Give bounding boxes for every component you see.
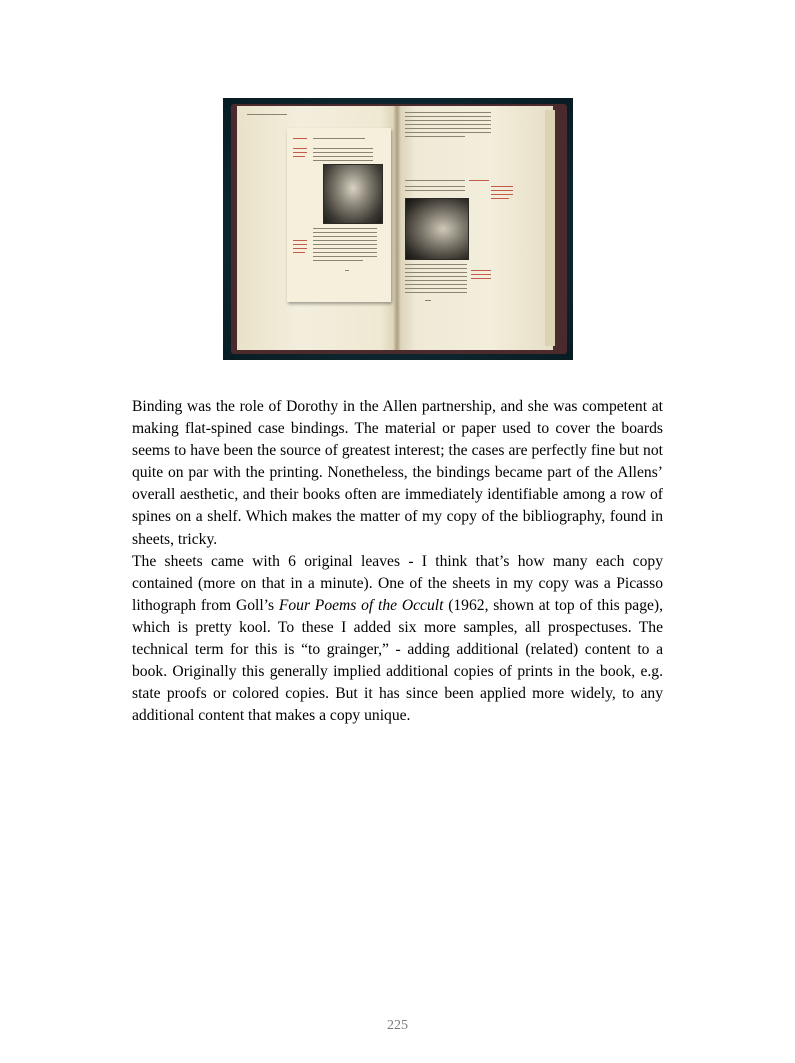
page-number: 225	[387, 1018, 408, 1033]
paragraph-sheets-start: The sheets came with 6 original leaves - I think that’s how many each copy contained (more on that in a minute). One of the sheets in my copy was a Picasso lithograph from Goll’s	[132, 552, 663, 614]
body-text	[132, 396, 663, 727]
paragraph-binding: Binding was the role of Dorothy in the Allen partnership, and she was competent at making flat-spined case bindings. The material or paper used to cover the boards seems to have been the source of greatest interest; the cases are perfectly fine but not quite on par with the printing. Nonetheless, the bindings became part of the Allens’ overall aesthetic, and their books often are immediately identifiable among a row of spines on a shelf. Which makes the matter of my copy of the bibliography, found in sheets, tricky.	[132, 398, 663, 548]
book-title-italic: Four Poems of the Occult	[278, 596, 444, 614]
book-photo	[223, 98, 573, 360]
paragraph-sheets-end: (1962, shown at top of this page), which is pretty kool. To these I added six more samples, all prospectuses. The technical term for this is “to grainger,” - adding additional (related) content to a book. Originally this generally implied additional copies of prints in the book, e.g. state proofs or colored copies. But it has since been applied more widely, to any additional content that makes a copy unique.	[132, 596, 664, 725]
book-gutter	[393, 106, 401, 350]
paragraph-sheets	[132, 551, 663, 728]
woodcut-illustration-right	[405, 198, 469, 260]
woodcut-illustration-left	[323, 164, 383, 224]
book-page-edges	[545, 110, 555, 346]
inserted-leaf	[287, 128, 391, 302]
book-right-page	[397, 106, 553, 350]
